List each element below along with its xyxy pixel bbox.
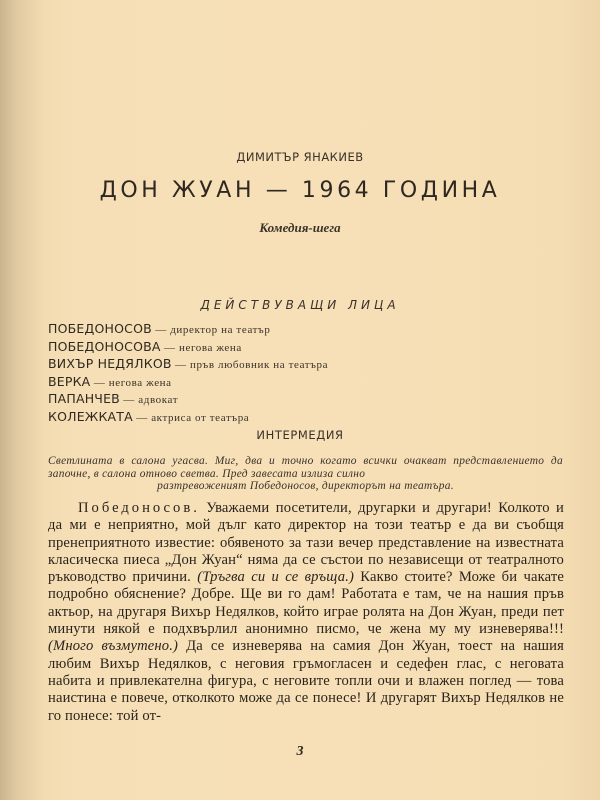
cast-name: КОЛЕЖКАТА [48, 408, 133, 424]
dialogue-text: Какво стоите? Може би чакате подробно обяснение? Добре. Ще ви го дам! Работата е там, че на нашия пръв актьор, на другаря Вихър Недялков, който играе ролята на Дон Жуан, преди пет минути някой е подхвърлил анонимно писмо, че жена му му изневерява!!! [48, 569, 564, 638]
cast-member [48, 390, 328, 408]
stage-direction-last-line: разтревоженият Победоносов, директорът на театъра. [157, 480, 454, 493]
cast-description: негова жена [178, 341, 242, 354]
cast-name: ПОБЕДОНОСОВА [48, 338, 161, 354]
play-title: ДОН ЖУАН — 1964 ГОДИНА [99, 178, 501, 203]
cast-member [48, 373, 328, 391]
cast-name: ВЕРКА [48, 373, 91, 389]
cast-description: адвокат [138, 394, 179, 406]
cast-description: пръв любовник на театъра [189, 359, 329, 371]
inline-stage-direction: (Много възмутено.) [48, 638, 179, 655]
cast-separator: — [160, 341, 179, 354]
cast-heading: ДЕЙСТВУВАЩИ ЛИЦА [200, 298, 400, 312]
cast-name: ВИХЪР НЕДЯЛКОВ [48, 356, 172, 371]
play-subtitle: Комедия-шега [259, 220, 341, 235]
cast-description: актриса от театъра [151, 411, 250, 424]
cast-separator: — [132, 411, 152, 424]
stage-direction [48, 455, 563, 493]
section-heading: ИНТЕРМЕДИЯ [256, 428, 344, 442]
dialogue-text: Уважаеми посетители, другарки и другари! Колкото и да ми е неприятно, мой дълг като директор на този театър е да ви съобщя пренеприятното известие: обявеното за тази вечер представление на известната класическа пиеса „Дон Жуан“ няма да се състои по независещи от театралното ръководство причини. [48, 500, 564, 586]
inline-stage-direction: (Тръгва си и се връща.) [197, 569, 355, 586]
cast-separator: — [90, 376, 109, 389]
cast-member [48, 408, 328, 426]
cast-separator: — [119, 394, 139, 406]
dialogue-body [48, 500, 564, 725]
cast-name: ПОБЕДОНОСОВ [48, 321, 152, 336]
cast-member [48, 355, 328, 373]
author-name: ДИМИТЪР ЯНАКИЕВ [236, 150, 364, 164]
cast-member [48, 338, 328, 356]
cast-list [48, 320, 328, 425]
dialogue-paragraph [48, 500, 564, 725]
cast-separator: — [171, 359, 190, 371]
cast-separator: — [151, 324, 171, 336]
dialogue-text: Да се изневерява на самия Дон Жуан, тоест на нашия любим Вихър Недялков, с неговия гръмогласен и седефен глас, с неговата набита и привлекателна фигура, с неговите топли очи и влажен поглед — това наистина е повече, отколкото може да се понесе! И другарят Вихър Недялков не го понесе: той от- [48, 638, 564, 724]
speaker-name: Победоносов. [78, 500, 200, 516]
stage-direction-text: Светлината в салона угасва. Миг, два и точно когато всички очакват представлението да започне, в салона отново светва. Пред завесата излиза силно [48, 455, 563, 480]
cast-description: директор на театър [170, 324, 271, 336]
cast-name: ПАПАНЧЕВ [48, 391, 120, 406]
cast-description: негова жена [108, 376, 172, 389]
page-number: 3 [296, 744, 304, 759]
cast-member [48, 320, 328, 338]
